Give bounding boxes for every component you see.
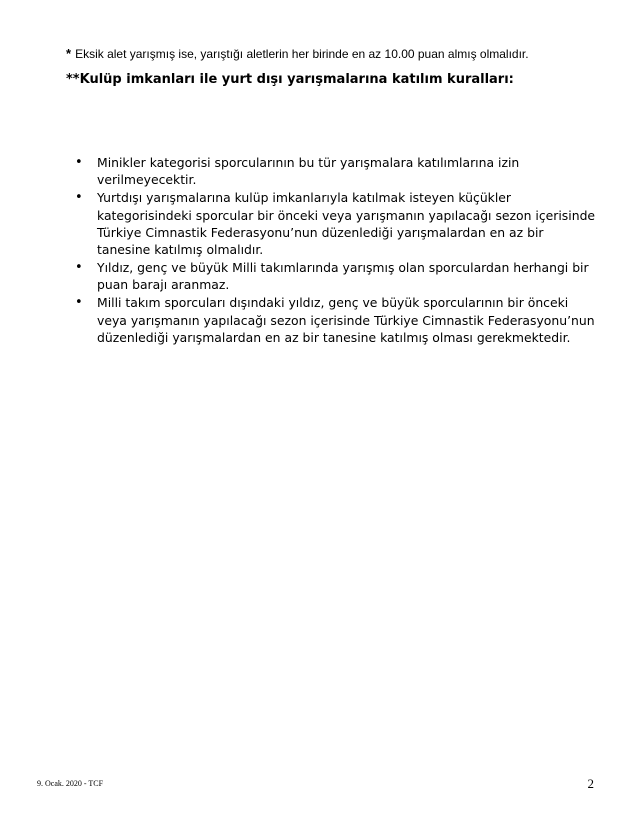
rules-list bbox=[70, 154, 600, 347]
list-item bbox=[70, 189, 600, 258]
page-number: 2 bbox=[587, 776, 594, 791]
bullet-icon: • bbox=[75, 155, 83, 170]
bullet-icon: • bbox=[75, 260, 83, 276]
rule-text: Milli takım sporcuları dışındaki yıldız, genç ve büyük sporcularının bir önceki veya yarışmanın yapılacağı sezon içerisinde Türkiye Cimnastik Federasyonu’nun düzenlediği yarışmalardan en az bir tanesine katılmış olması gerekmektedir. bbox=[97, 295, 595, 346]
footer-date: 9. Ocak. 2020 - TCF bbox=[37, 779, 104, 788]
list-item bbox=[70, 154, 600, 189]
bullet-icon: • bbox=[75, 295, 83, 311]
section-heading: **Kulüp imkanları ile yurt dışı yarışmalarına katılım kuralları: bbox=[66, 72, 514, 87]
footnote-line bbox=[66, 46, 529, 62]
rule-text: Minikler kategorisi sporcularının bu tür yarışmalara katılımlarına izin verilmeyecektir. bbox=[97, 155, 520, 188]
footnote-asterisk: * bbox=[66, 46, 72, 61]
list-item bbox=[70, 294, 600, 346]
footnote-text: Eksik alet yarışmış ise, yarıştığı aletlerin her birinde en az 10.00 puan almış olmalıdır. bbox=[75, 47, 529, 61]
rule-text: Yurtdışı yarışmalarına kulüp imkanlarıyla katılmak isteyen küçükler kategorisindeki sporcular bir önceki veya yarışmanın yapılacağı sezon içerisinde Türkiye Cimnastik Federasyonu’nun düzenlediği yarışmalardan en az bir tanesine katılmış olmalıdır. bbox=[97, 190, 596, 258]
bullet-icon: • bbox=[75, 190, 83, 206]
rule-text: Yıldız, genç ve büyük Milli takımlarında yarışmış olan sporculardan herhangi bir puan barajı aranmaz. bbox=[97, 260, 589, 293]
list-item bbox=[70, 259, 600, 294]
